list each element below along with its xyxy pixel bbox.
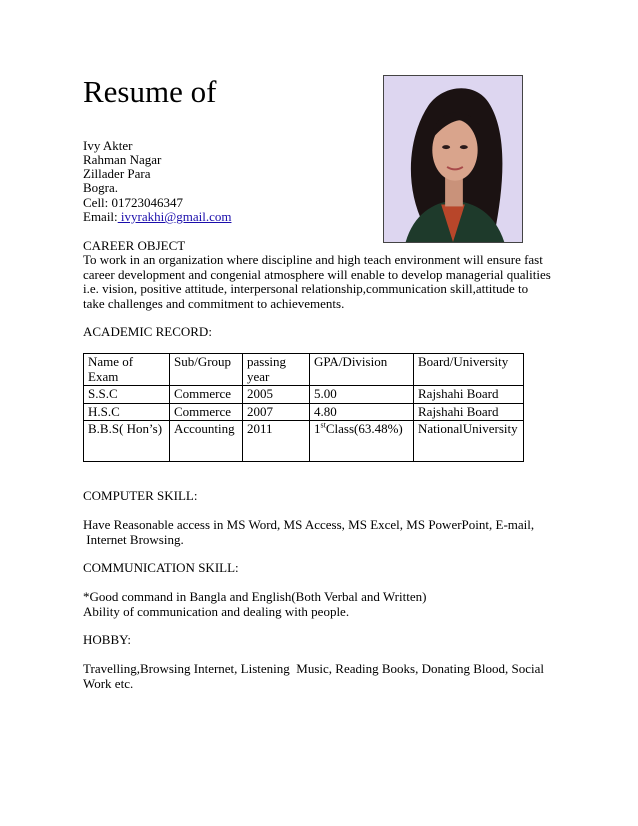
table-cell: NationalUniversity [414, 421, 524, 462]
contact-city: Bogra. [83, 180, 119, 195]
gpa-ordinal: st [320, 420, 326, 430]
table-cell: 2011 [243, 421, 310, 462]
table-cell: H.S.C [84, 403, 170, 421]
table-cell: 2007 [243, 403, 310, 421]
table-cell: 5.00 [310, 386, 414, 404]
table-row [84, 403, 524, 421]
contact-address-line2: Zillader Para [83, 166, 151, 181]
contact-email-row [83, 210, 231, 225]
career-line: take challenges and commitment to achievements. [83, 295, 345, 311]
communication-line: Ability of communication and dealing with people. [83, 603, 350, 619]
table-cell: Accounting [170, 421, 243, 462]
table-cell: 2005 [243, 386, 310, 404]
resume-title: Resume of [83, 74, 217, 109]
communication-line: *Good command in Bangla and English(Both Verbal and Written) [83, 589, 427, 604]
table-header-row [84, 354, 524, 386]
communication-skill-text [83, 590, 543, 619]
hobby-text [83, 662, 543, 691]
table-cell: Commerce [170, 403, 243, 421]
table-cell: Rajshahi Board [414, 386, 524, 404]
computer-line: Have Reasonable access in MS Word, MS Access, MS Excel, MS PowerPoint, E-mail, [83, 517, 535, 532]
gpa-rest: Class(63.48%) [325, 421, 403, 436]
table-cell: Commerce [170, 386, 243, 404]
header-cell: GPA/Division [310, 354, 414, 386]
header-cell: Sub/Group [170, 354, 243, 386]
profile-photo [383, 75, 523, 243]
table-cell: 4.80 [310, 403, 414, 421]
header-cell: Name of Exam [84, 354, 170, 386]
contact-address-line1: Rahman Nagar [83, 152, 162, 167]
table-cell: Rajshahi Board [414, 403, 524, 421]
career-object-heading: CAREER OBJECT [83, 238, 186, 253]
career-line: i.e. vision, positive attitude, interpersonal relationship,communication skill,attitude to [83, 281, 529, 296]
header-cell: passing year [243, 354, 310, 386]
table-cell: B.B.S( Hon’s) [84, 421, 170, 462]
gpa-number: 1 [314, 421, 321, 436]
hobby-line: Travelling,Browsing Internet, Listening Music, Reading Books, Donating Blood, Social [83, 661, 544, 676]
header-cell: Board/University [414, 354, 524, 386]
email-link[interactable]: ivyrakhi@gmail.com [117, 209, 232, 224]
contact-name: Ivy Akter [83, 138, 133, 153]
computer-line: Internet Browsing. [83, 531, 184, 547]
hobby-line: Work etc. [83, 675, 134, 691]
career-line: career development and congenial atmosphere will enable to develop managerial qualities [83, 266, 551, 282]
computer-skill-text [83, 518, 543, 547]
table-row [84, 386, 524, 404]
academic-record-table [83, 353, 524, 462]
computer-skill-heading: COMPUTER SKILL: [83, 488, 198, 503]
career-object-text [83, 252, 551, 311]
career-line: To work in an organization where discipline and high teach environment will ensure fast [83, 252, 543, 267]
table-cell: S.S.C [84, 386, 170, 404]
contact-cell: Cell: 01723046347 [83, 195, 184, 210]
academic-record-heading: ACADEMIC RECORD: [83, 324, 212, 339]
table-cell-gpa [310, 421, 414, 462]
communication-skill-heading: COMMUNICATION SKILL: [83, 560, 239, 575]
table-row [84, 421, 524, 462]
email-label: Email: [83, 209, 118, 224]
hobby-heading: HOBBY: [83, 632, 131, 647]
